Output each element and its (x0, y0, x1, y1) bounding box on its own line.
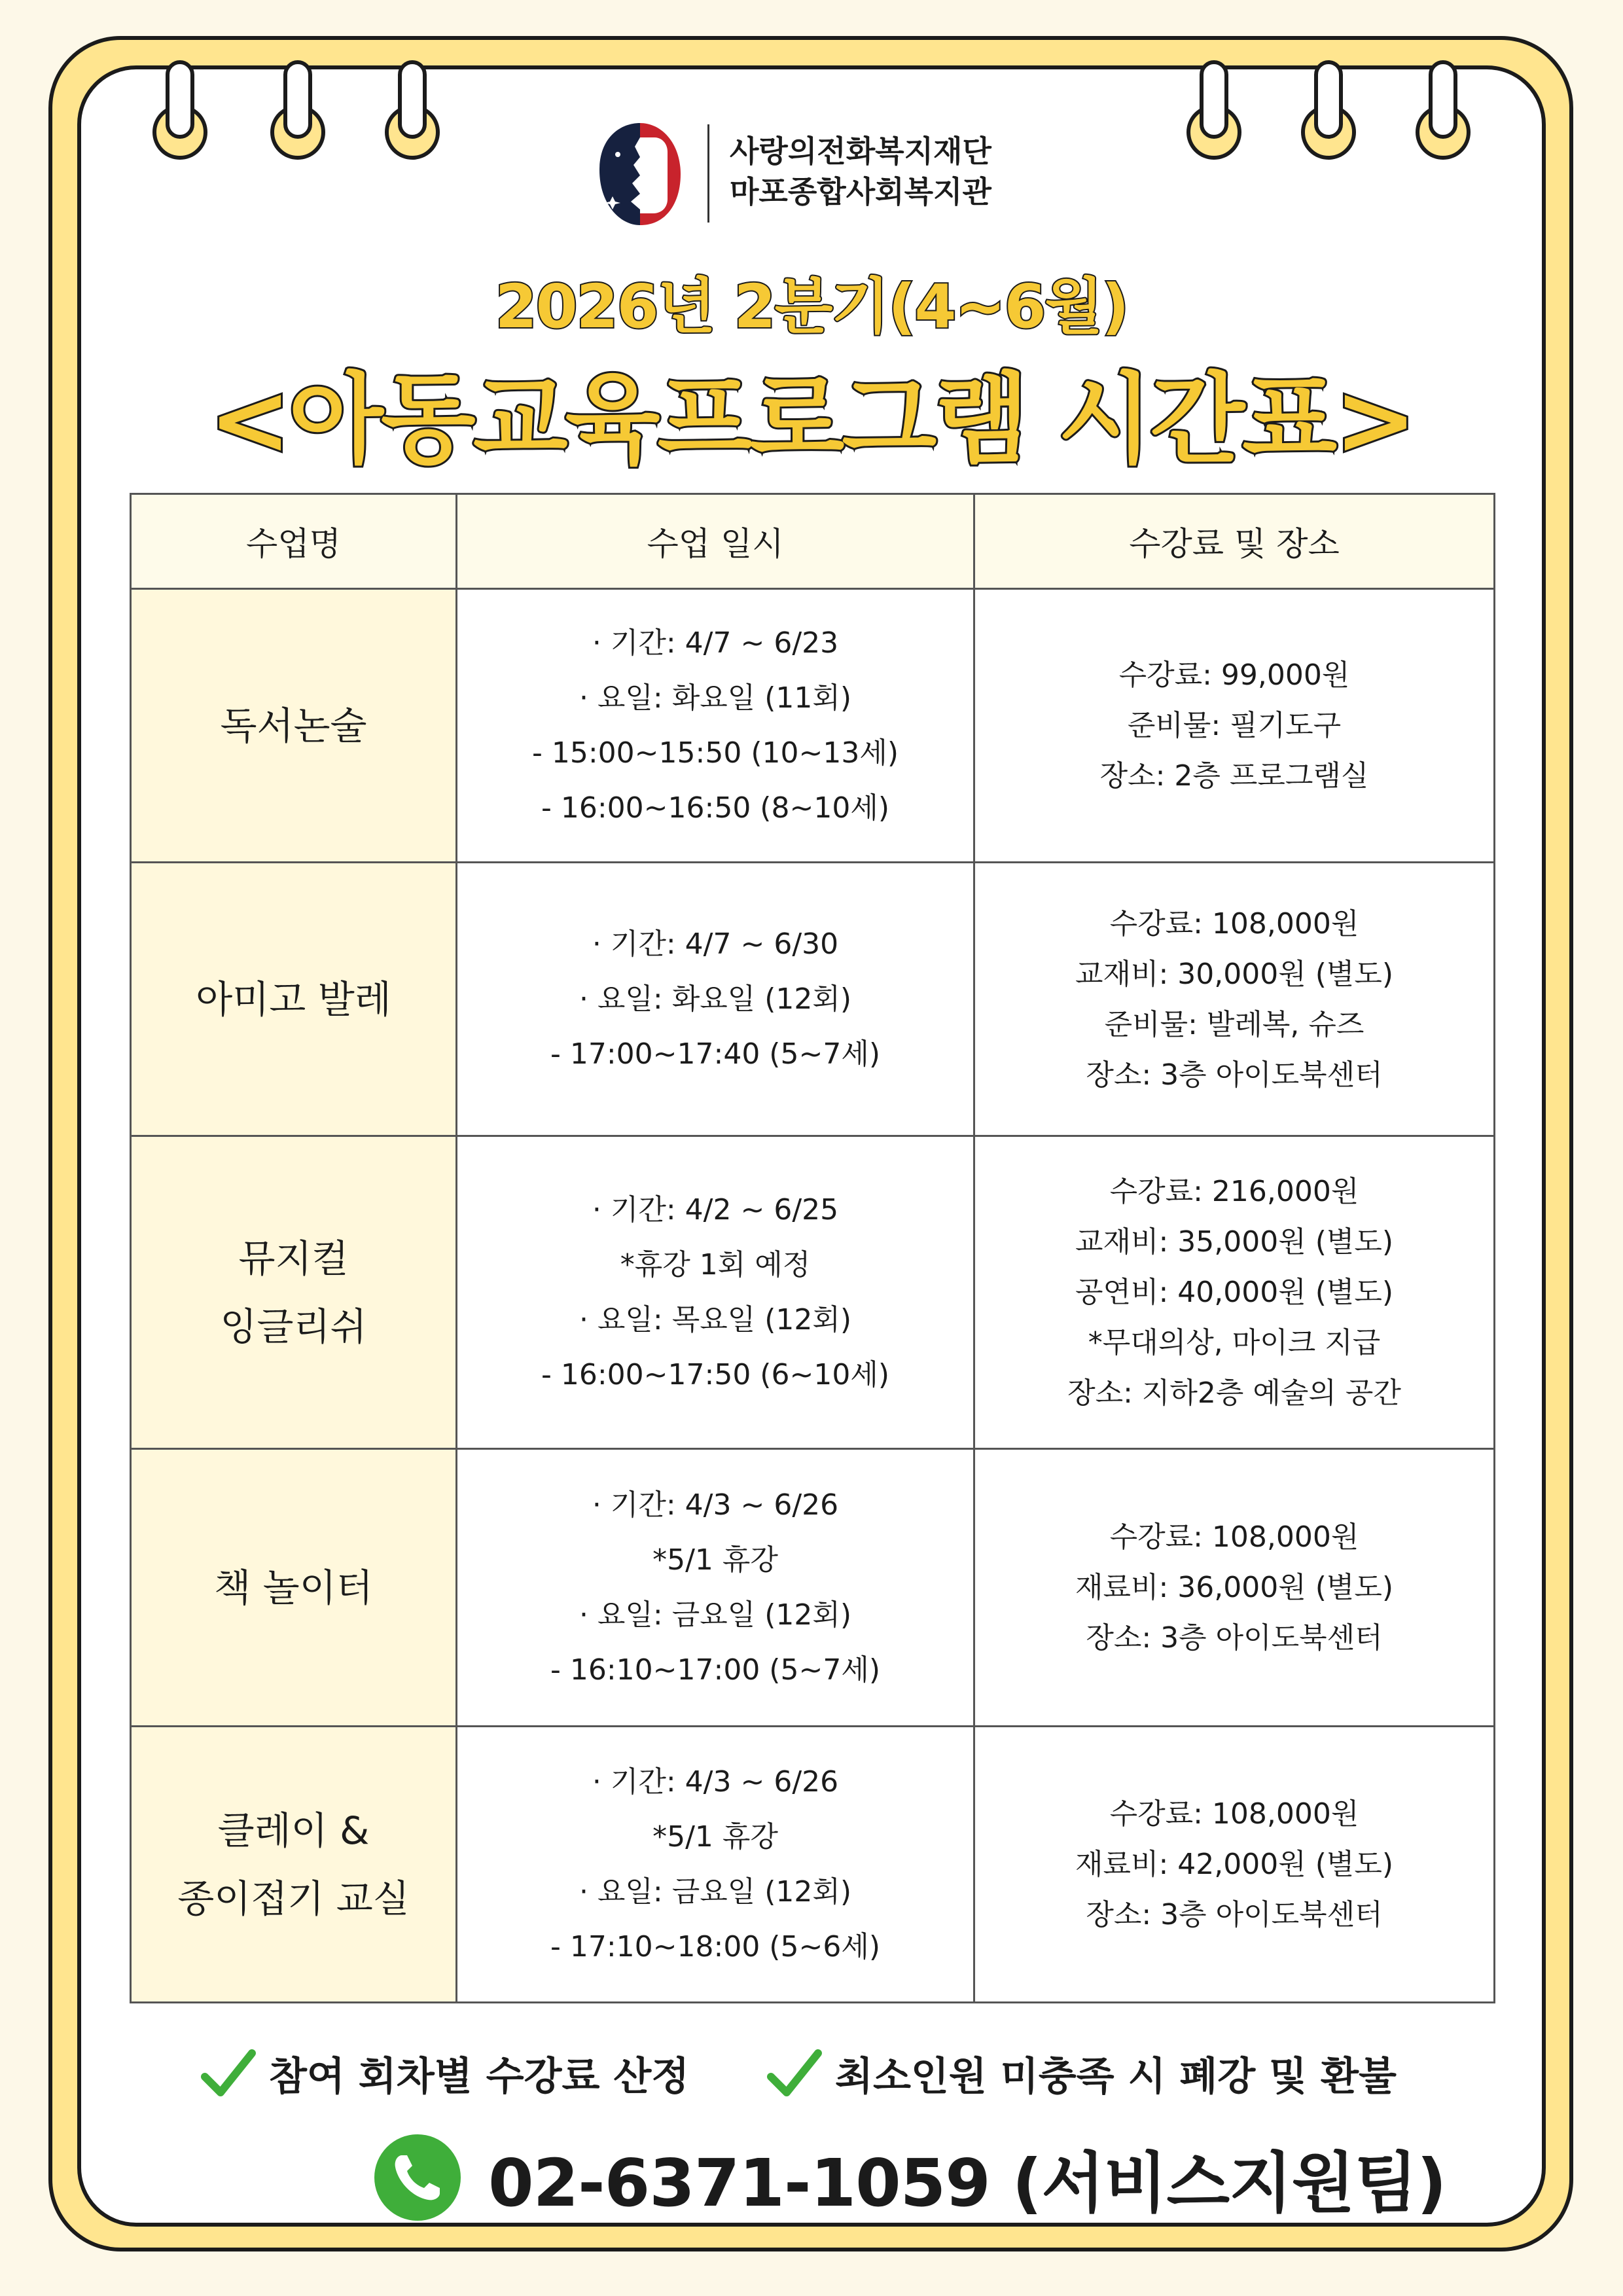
page-title: <아동교육프로그램 시간표> (209, 363, 1414, 477)
fee-cell (974, 1727, 1495, 2003)
binder-ring (1181, 54, 1247, 165)
schedule-table (130, 493, 1495, 2003)
schedule-line: - 17:10~18:00 (5~6세) (550, 1929, 880, 1964)
schedule-line: · 요일: 목요일 (12회) (579, 1302, 852, 1336)
fee-cell (974, 1136, 1495, 1449)
page-subtitle: 2026년 2분기(4~6월) (495, 272, 1128, 342)
schedule-line: - 16:00~17:50 (6~10세) (541, 1357, 889, 1391)
org-name (730, 131, 991, 212)
note-text: 최소인원 미충족 시 폐강 및 환불 (835, 2054, 1397, 2100)
check-icon (766, 2045, 822, 2102)
org-name-line2: 마포종합사회복지관 (730, 174, 991, 209)
schedule-line: *휴강 1회 예정 (620, 1247, 811, 1282)
class-name: 뮤지컬 (238, 1236, 349, 1281)
table-row (131, 1727, 1495, 2003)
class-name: 잉글리쉬 (220, 1304, 367, 1349)
fee-line: 장소: 3층 아이도북센터 (1086, 1621, 1383, 1655)
fee-line: 수강료: 216,000원 (1109, 1175, 1359, 1208)
fee-line: 교재비: 30,000원 (별도) (1075, 957, 1394, 991)
schedule-line: · 기간: 4/3 ~ 6/26 (592, 1488, 839, 1522)
note-text: 참여 회차별 수강료 산정 (269, 2054, 690, 2100)
class-name: 독서논술 (220, 703, 367, 748)
schedule-line: · 요일: 화요일 (12회) (579, 982, 852, 1016)
schedule-line: *5/1 휴강 (652, 1543, 778, 1577)
class-name-cell (131, 1449, 457, 1727)
class-name-cell (131, 1136, 457, 1449)
schedule-line: - 16:10~17:00 (5~7세) (550, 1653, 880, 1687)
note-cancellation-policy (766, 2045, 1397, 2102)
check-icon (200, 2045, 256, 2102)
binder-ring (380, 54, 445, 165)
logo-divider (707, 124, 709, 223)
schedule-cell (457, 1449, 974, 1727)
fee-cell (974, 863, 1495, 1136)
fee-cell (974, 1449, 1495, 1727)
fee-line: 장소: 3층 아이도북센터 (1086, 1058, 1383, 1092)
class-name: 클레이 & (217, 1808, 370, 1853)
schedule-line: *5/1 휴강 (652, 1820, 778, 1854)
column-header-fee-location: 수강료 및 장소 (974, 494, 1495, 589)
schedule-line: · 기간: 4/3 ~ 6/26 (592, 1765, 839, 1799)
fee-line: 수강료: 108,000원 (1109, 1797, 1359, 1831)
fee-line: 재료비: 42,000원 (별도) (1075, 1848, 1394, 1881)
column-header-class-name: 수업명 (131, 494, 457, 589)
schedule-cell (457, 1727, 974, 2003)
fee-line: 장소: 3층 아이도북센터 (1086, 1898, 1383, 1931)
table-row (131, 863, 1495, 1136)
fee-line: 장소: 지하2층 예술의 공간 (1067, 1376, 1401, 1410)
binder-ring (265, 54, 330, 165)
fee-line: 수강료: 108,000원 (1109, 906, 1359, 941)
schedule-line: · 기간: 4/2 ~ 6/25 (592, 1193, 839, 1227)
column-header-schedule: 수업 일시 (457, 494, 974, 589)
table-row (131, 1449, 1495, 1727)
class-name: 종이접기 교실 (177, 1876, 410, 1921)
table-row (131, 1136, 1495, 1449)
schedule-line: · 요일: 화요일 (11회) (579, 681, 852, 715)
schedule-line: · 기간: 4/7 ~ 6/30 (592, 927, 839, 961)
phone-icon (373, 2133, 462, 2222)
class-name: 책 놀이터 (214, 1565, 373, 1610)
fee-cell (974, 589, 1495, 863)
fee-line: 교재비: 35,000원 (별도) (1075, 1225, 1394, 1259)
binder-ring (147, 54, 213, 165)
class-name-cell (131, 1727, 457, 2003)
schedule-cell (457, 589, 974, 863)
fee-line: 수강료: 108,000원 (1109, 1520, 1359, 1554)
schedule-line: · 요일: 금요일 (12회) (579, 1874, 852, 1909)
fee-line: 준비물: 필기도구 (1127, 709, 1342, 742)
class-name-cell (131, 863, 457, 1136)
note-fee-policy (200, 2045, 689, 2102)
fee-line: 공연비: 40,000원 (별도) (1075, 1276, 1394, 1309)
schedule-line: - 17:00~17:40 (5~7세) (550, 1037, 880, 1071)
schedule-line: · 기간: 4/7 ~ 6/23 (592, 626, 839, 660)
table-header-row (131, 494, 1495, 589)
schedule-cell (457, 1136, 974, 1449)
schedule-line: - 16:00~16:50 (8~10세) (541, 791, 889, 825)
schedule-line: - 15:00~15:50 (10~13세) (532, 736, 899, 770)
fee-line: *무대의상, 마이크 지급 (1088, 1326, 1381, 1359)
class-name-cell (131, 589, 457, 863)
table-row (131, 589, 1495, 863)
class-name: 아미고 발레 (196, 977, 391, 1022)
schedule-cell (457, 863, 974, 1136)
logo-icon (594, 118, 686, 230)
binder-ring (1296, 54, 1361, 165)
org-name-line1: 사랑의전화복지재단 (730, 134, 991, 169)
fee-line: 준비물: 발레복, 슈즈 (1104, 1007, 1364, 1041)
binder-ring (1410, 54, 1476, 165)
contact-phone (373, 2130, 1446, 2225)
schedule-line: · 요일: 금요일 (12회) (579, 1598, 852, 1632)
phone-number[interactable]: 02-6371-1059 (서비스지원팀) (488, 2145, 1446, 2221)
fee-line: 장소: 2층 프로그램실 (1099, 759, 1369, 793)
fee-line: 수강료: 99,000원 (1118, 658, 1350, 692)
fee-line: 재료비: 36,000원 (별도) (1075, 1571, 1394, 1604)
